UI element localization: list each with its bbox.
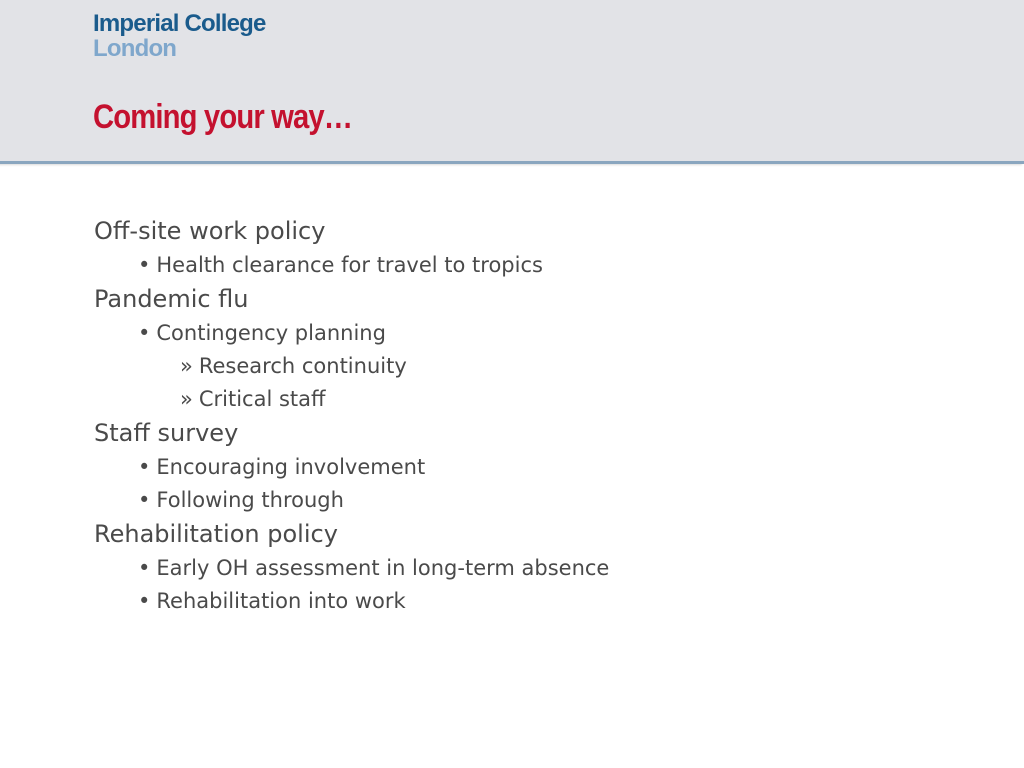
slide-body xyxy=(94,215,974,619)
logo-line-1: Imperial College xyxy=(93,10,266,37)
bullet-marker: • xyxy=(138,556,151,580)
bullet-item xyxy=(94,485,974,518)
sub-bullet-text: Research continuity xyxy=(198,354,407,378)
section-heading-off-site-work-policy: Off-site work policy xyxy=(94,217,326,245)
sub-bullet-marker: » xyxy=(180,354,193,378)
bullet-item xyxy=(94,250,974,283)
bullet-text: Rehabilitation into work xyxy=(156,589,406,613)
imperial-college-logo xyxy=(93,11,266,61)
bullet-marker: • xyxy=(138,253,151,277)
bullet-marker: • xyxy=(138,455,151,479)
section-heading-rehabilitation-policy: Rehabilitation policy xyxy=(94,520,338,548)
sub-bullet-item xyxy=(94,384,974,417)
bullet-text: Health clearance for travel to tropics xyxy=(156,253,543,277)
sub-bullet-item xyxy=(94,351,974,384)
sub-bullet-marker: » xyxy=(180,387,193,411)
bullet-marker: • xyxy=(138,589,151,613)
bullet-text: Early OH assessment in long-term absence xyxy=(156,556,610,580)
bullet-item xyxy=(94,318,974,351)
logo-line-2: London xyxy=(93,35,177,62)
bullet-item xyxy=(94,452,974,485)
bullet-marker: • xyxy=(138,321,151,345)
bullet-text: Encouraging involvement xyxy=(156,455,426,479)
bullet-item xyxy=(94,553,974,586)
sub-bullet-text: Critical staff xyxy=(198,387,326,411)
bullet-text: Following through xyxy=(156,488,344,512)
slide-header xyxy=(0,0,1024,164)
bullet-marker: • xyxy=(138,488,151,512)
bullet-item xyxy=(94,586,974,619)
slide-title: Coming your way… xyxy=(93,98,353,136)
section-heading-staff-survey: Staff survey xyxy=(94,419,239,447)
bullet-text: Contingency planning xyxy=(156,321,386,345)
section-heading-pandemic-flu: Pandemic flu xyxy=(94,285,249,313)
